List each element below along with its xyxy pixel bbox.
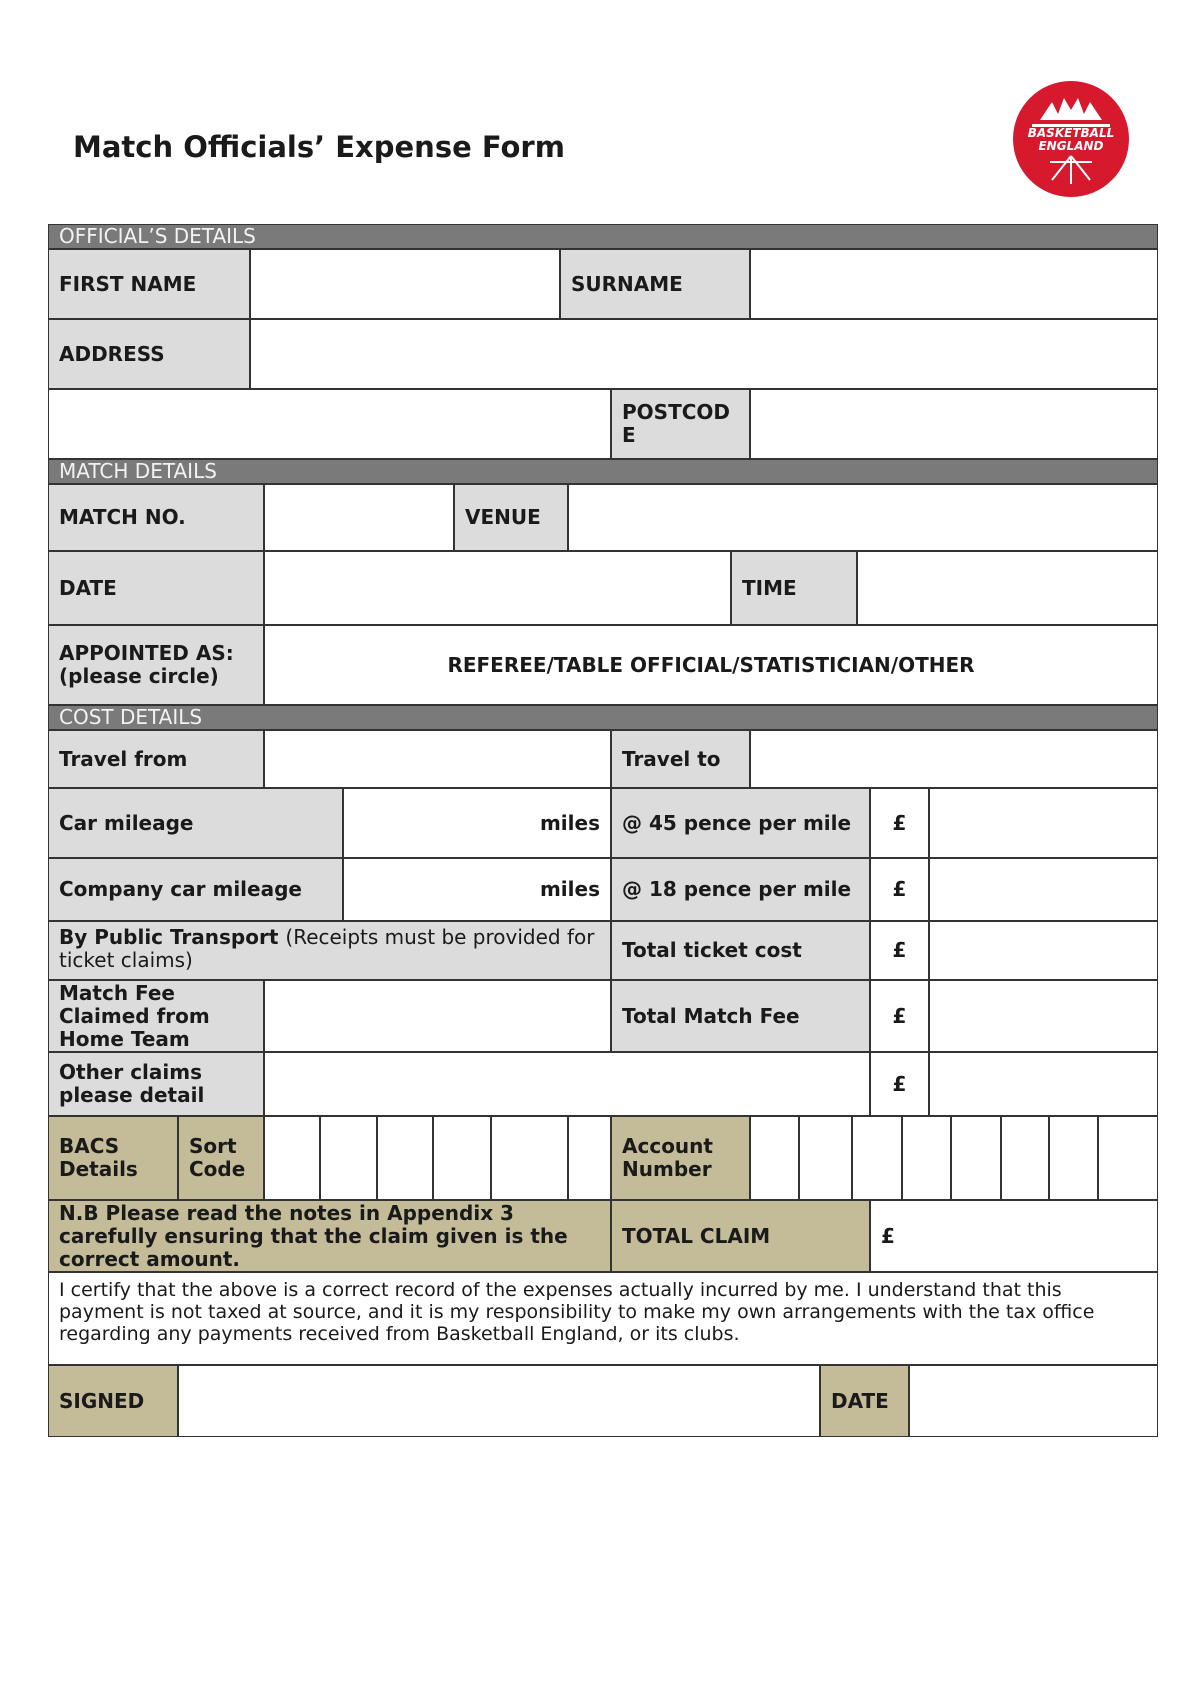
total-match-fee-label: Total Match Fee: [611, 980, 870, 1052]
postcode-field[interactable]: [750, 389, 1158, 459]
car-mileage-amount[interactable]: [929, 788, 1158, 858]
travel-to-field[interactable]: [750, 730, 1158, 788]
appendix-note: N.B Please read the notes in Appendix 3 carefully ensuring that the claim given is the correct amount.: [48, 1200, 611, 1272]
account-number-digit[interactable]: [951, 1116, 1001, 1200]
venue-field[interactable]: [568, 484, 1158, 551]
car-mileage-label: Car mileage: [48, 788, 343, 858]
bacs-details-label: BACS Details: [48, 1116, 178, 1200]
account-number-digit[interactable]: [852, 1116, 902, 1200]
appointed-as-label: APPOINTED AS: (please circle): [48, 625, 264, 705]
venue-label: VENUE: [454, 484, 568, 551]
other-claims-field[interactable]: [264, 1052, 870, 1116]
company-car-mileage-label: Company car mileage: [48, 858, 343, 921]
currency-label: £: [870, 788, 929, 858]
other-claims-amount[interactable]: [929, 1052, 1158, 1116]
total-claim-amount[interactable]: £: [870, 1200, 1158, 1272]
sort-code-digit[interactable]: [568, 1116, 611, 1200]
other-claims-label: Other claims please detail: [48, 1052, 264, 1116]
sort-code-digit[interactable]: [320, 1116, 377, 1200]
logo-text-1: BASKETBALL: [1027, 126, 1115, 140]
total-ticket-cost-label: Total ticket cost: [611, 921, 870, 980]
section-header-officials: OFFICIAL’S DETAILS: [48, 224, 1158, 249]
sign-date-field[interactable]: [909, 1365, 1158, 1437]
signature-field[interactable]: [178, 1365, 820, 1437]
address-label: ADDRESS: [48, 319, 250, 389]
section-header-match: MATCH DETAILS: [48, 459, 1158, 484]
sort-code-digit[interactable]: [377, 1116, 433, 1200]
surname-field[interactable]: [750, 249, 1158, 319]
currency-label: £: [870, 1052, 929, 1116]
expense-form: [48, 224, 1158, 1439]
section-header-cost: COST DETAILS: [48, 705, 1158, 730]
travel-from-label: Travel from: [48, 730, 264, 788]
first-name-field[interactable]: [250, 249, 560, 319]
travel-to-label: Travel to: [611, 730, 750, 788]
account-number-digit[interactable]: [902, 1116, 951, 1200]
account-number-digit[interactable]: [750, 1116, 799, 1200]
company-car-miles-field[interactable]: miles: [343, 858, 611, 921]
match-fee-label: Match Fee Claimed from Home Team: [48, 980, 264, 1052]
basketball-england-logo: [1012, 80, 1130, 198]
match-fee-amount[interactable]: [929, 980, 1158, 1052]
time-field[interactable]: [857, 551, 1158, 625]
signed-label: SIGNED: [48, 1365, 178, 1437]
rate-18-label: @ 18 pence per mile: [611, 858, 870, 921]
account-number-digit[interactable]: [1001, 1116, 1049, 1200]
address-field[interactable]: [250, 319, 1158, 389]
account-number-label: Account Number: [611, 1116, 750, 1200]
currency-label: £: [870, 858, 929, 921]
address-line-2-field[interactable]: [48, 389, 611, 459]
certification-statement: I certify that the above is a correct record of the expenses actually incurred by me. I understand that this payment is not taxed at source, and it is my responsibility to make my own arrangements with the tax office regarding any payments received from Basketball England, or its clubs.: [48, 1272, 1158, 1365]
match-no-field[interactable]: [264, 484, 454, 551]
form-title: Match Officials’ Expense Form: [73, 130, 565, 164]
rate-45-label: @ 45 pence per mile: [611, 788, 870, 858]
match-fee-field[interactable]: [264, 980, 611, 1052]
appointed-role-options[interactable]: REFEREE/TABLE OFFICIAL/STATISTICIAN/OTHER: [264, 625, 1158, 705]
total-claim-label: TOTAL CLAIM: [611, 1200, 870, 1272]
public-transport-note: (Receipts must be provided for ticket claims): [59, 925, 595, 972]
logo-text-2: ENGLAND: [1038, 139, 1104, 153]
first-name-label: FIRST NAME: [48, 249, 250, 319]
sort-code-digit[interactable]: [491, 1116, 568, 1200]
match-date-label: DATE: [48, 551, 264, 625]
postcode-label: POSTCOD E: [611, 389, 750, 459]
currency-label: £: [870, 980, 929, 1052]
travel-from-field[interactable]: [264, 730, 611, 788]
surname-label: SURNAME: [560, 249, 750, 319]
car-miles-field[interactable]: miles: [343, 788, 611, 858]
sign-date-label: DATE: [820, 1365, 909, 1437]
account-number-digit[interactable]: [1098, 1116, 1158, 1200]
public-transport-title: By Public Transport: [59, 925, 279, 949]
company-car-amount[interactable]: [929, 858, 1158, 921]
sort-code-digit[interactable]: [433, 1116, 491, 1200]
account-number-digit[interactable]: [799, 1116, 852, 1200]
match-date-field[interactable]: [264, 551, 731, 625]
public-transport-label: [48, 921, 611, 980]
currency-label: £: [870, 921, 929, 980]
time-label: TIME: [731, 551, 857, 625]
ticket-cost-amount[interactable]: [929, 921, 1158, 980]
account-number-digit[interactable]: [1049, 1116, 1098, 1200]
sort-code-digit[interactable]: [264, 1116, 320, 1200]
match-no-label: MATCH NO.: [48, 484, 264, 551]
sort-code-label: Sort Code: [178, 1116, 264, 1200]
